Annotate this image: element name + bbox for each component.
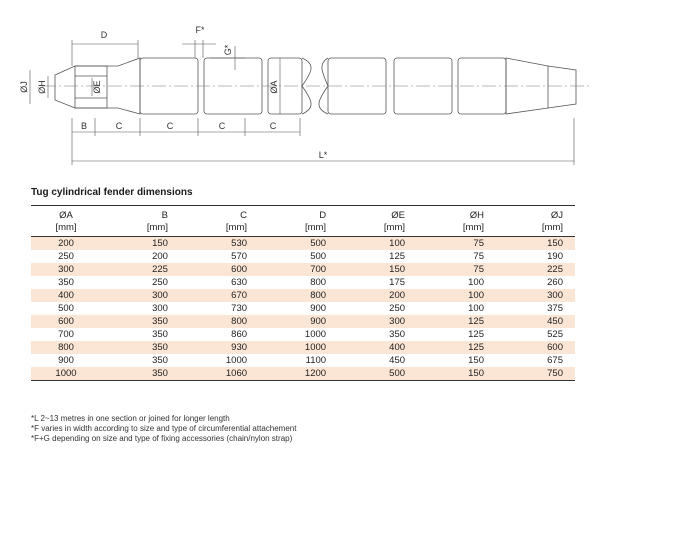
table-cell: 900: [310, 303, 327, 314]
table-cell: 100: [338, 237, 417, 251]
table-row: [31, 263, 575, 276]
table-cell: 675: [547, 355, 563, 366]
label-h: ØH: [37, 80, 47, 94]
fender-drawing: [0, 0, 700, 185]
table-cell: 500: [58, 303, 74, 314]
table-cell: 350: [152, 329, 168, 340]
footnotes: [31, 414, 296, 444]
table-row: [31, 237, 575, 251]
table-cell: 125: [389, 251, 406, 262]
label-c4: C: [269, 121, 277, 131]
label-f: F*: [195, 25, 205, 35]
table-cell: 860: [231, 329, 248, 340]
header-symbol: ØJ: [496, 206, 575, 223]
table-cell: 350: [389, 329, 406, 340]
table-cell: 350: [101, 341, 180, 354]
label-d: D: [100, 30, 108, 40]
table-cell: 75: [417, 237, 496, 251]
table-cell: 350: [101, 367, 180, 381]
table-cell: 175: [389, 277, 406, 288]
table-cell: 200: [338, 289, 417, 302]
table-cell: 75: [473, 251, 484, 262]
table-cell: 630: [231, 277, 248, 288]
header-symbol: C: [180, 206, 259, 223]
table-row: [31, 289, 575, 302]
table-cell: 100: [468, 303, 484, 314]
table-row: [31, 328, 575, 341]
table-cell: 300: [338, 315, 417, 328]
table-cell: 1000: [259, 341, 338, 354]
dimensions-table: [31, 205, 575, 381]
table-row: [31, 367, 575, 381]
header-units-row: [31, 222, 575, 237]
table-cell: 225: [496, 263, 575, 276]
table-cell: 530: [180, 237, 259, 251]
table-cell: 670: [180, 289, 259, 302]
table-cell: 300: [496, 289, 575, 302]
label-g: G*: [223, 44, 233, 56]
table-cell: 500: [259, 237, 338, 251]
table-cell: 525: [547, 329, 563, 340]
table-cell: 750: [496, 367, 575, 381]
table-cell: 200: [152, 251, 168, 262]
header-unit: [mm]: [101, 222, 180, 237]
table-cell: 1000: [304, 329, 327, 340]
table-cell: 100: [468, 277, 484, 288]
header-unit: [mm]: [338, 222, 417, 237]
table-cell: 300: [152, 303, 168, 314]
table-cell: 600: [496, 341, 575, 354]
table-cell: 900: [259, 315, 338, 328]
label-l: L*: [318, 150, 328, 160]
table-cell: 150: [101, 237, 180, 251]
table-cell: 125: [417, 341, 496, 354]
header-unit: [mm]: [180, 222, 259, 237]
table-cell: 700: [259, 263, 338, 276]
table-cell: 125: [468, 329, 484, 340]
label-a: ØA: [269, 80, 279, 94]
table-cell: 400: [31, 289, 101, 302]
table-cell: 225: [101, 263, 180, 276]
header-unit: [mm]: [496, 222, 575, 237]
header-unit: [mm]: [259, 222, 338, 237]
table-cell: 125: [417, 315, 496, 328]
table-cell: 400: [338, 341, 417, 354]
table-cell: 350: [152, 355, 168, 366]
table-cell: 1060: [180, 367, 259, 381]
table-row: [31, 250, 575, 263]
table-cell: 150: [338, 263, 417, 276]
table-cell: 450: [496, 315, 575, 328]
table-row: [31, 276, 575, 289]
table-cell: 1200: [259, 367, 338, 381]
header-unit: [mm]: [417, 222, 496, 237]
table-cell: 800: [259, 289, 338, 302]
table-body: [31, 237, 575, 381]
footnote-l: *L 2~13 metres in one section or joined for longer length: [31, 414, 230, 423]
table-cell: 300: [31, 263, 101, 276]
label-j: ØJ: [19, 81, 29, 93]
table-cell: 500: [338, 367, 417, 381]
table-cell: 700: [58, 329, 74, 340]
label-b: B: [80, 121, 88, 131]
label-c2: C: [166, 121, 174, 131]
table-cell: 150: [496, 237, 575, 251]
table-cell: 1000: [31, 367, 101, 381]
table-cell: 100: [417, 289, 496, 302]
table-cell: 1000: [225, 355, 248, 366]
table-cell: 900: [58, 355, 74, 366]
table-row: [31, 302, 575, 315]
table-cell: 800: [310, 277, 327, 288]
table-cell: 500: [310, 251, 327, 262]
section-title: Tug cylindrical fender dimensions: [31, 187, 193, 198]
table-cell: 800: [31, 341, 101, 354]
table-cell: 600: [180, 263, 259, 276]
table-cell: 300: [101, 289, 180, 302]
label-c1: C: [115, 121, 123, 131]
header-symbol: ØE: [338, 206, 417, 223]
table-cell: 730: [231, 303, 248, 314]
table-cell: 150: [417, 367, 496, 381]
table-cell: 570: [231, 251, 248, 262]
table-cell: 200: [31, 237, 101, 251]
table-cell: 375: [547, 303, 563, 314]
header-symbols-row: [31, 206, 575, 223]
table-cell: 250: [152, 277, 168, 288]
table-cell: 150: [468, 355, 484, 366]
table-cell: 1100: [305, 355, 327, 366]
table-cell: 800: [180, 315, 259, 328]
header-symbol: D: [259, 206, 338, 223]
table-cell: 450: [389, 355, 406, 366]
table-row: [31, 354, 575, 367]
table-row: [31, 341, 575, 354]
table-cell: 350: [58, 277, 74, 288]
header-unit: [mm]: [31, 222, 101, 237]
table-cell: 250: [389, 303, 406, 314]
table-cell: 930: [180, 341, 259, 354]
table-cell: 190: [547, 251, 563, 262]
label-e: ØE: [92, 80, 102, 94]
table-cell: 350: [101, 315, 180, 328]
label-c3: C: [218, 121, 226, 131]
header-symbol: B: [101, 206, 180, 223]
header-symbol: ØH: [417, 206, 496, 223]
footnote-f: *F varies in width according to size and type of circumferential attachement: [31, 424, 297, 433]
table-cell: 75: [417, 263, 496, 276]
table-row: [31, 315, 575, 328]
table-cell: 250: [58, 251, 74, 262]
footnote-fg: *F+G depending on size and type of fixing accessories (chain/nylon strap): [31, 434, 293, 443]
header-symbol: ØA: [31, 206, 101, 223]
table-cell: 600: [31, 315, 101, 328]
table-cell: 260: [547, 277, 563, 288]
